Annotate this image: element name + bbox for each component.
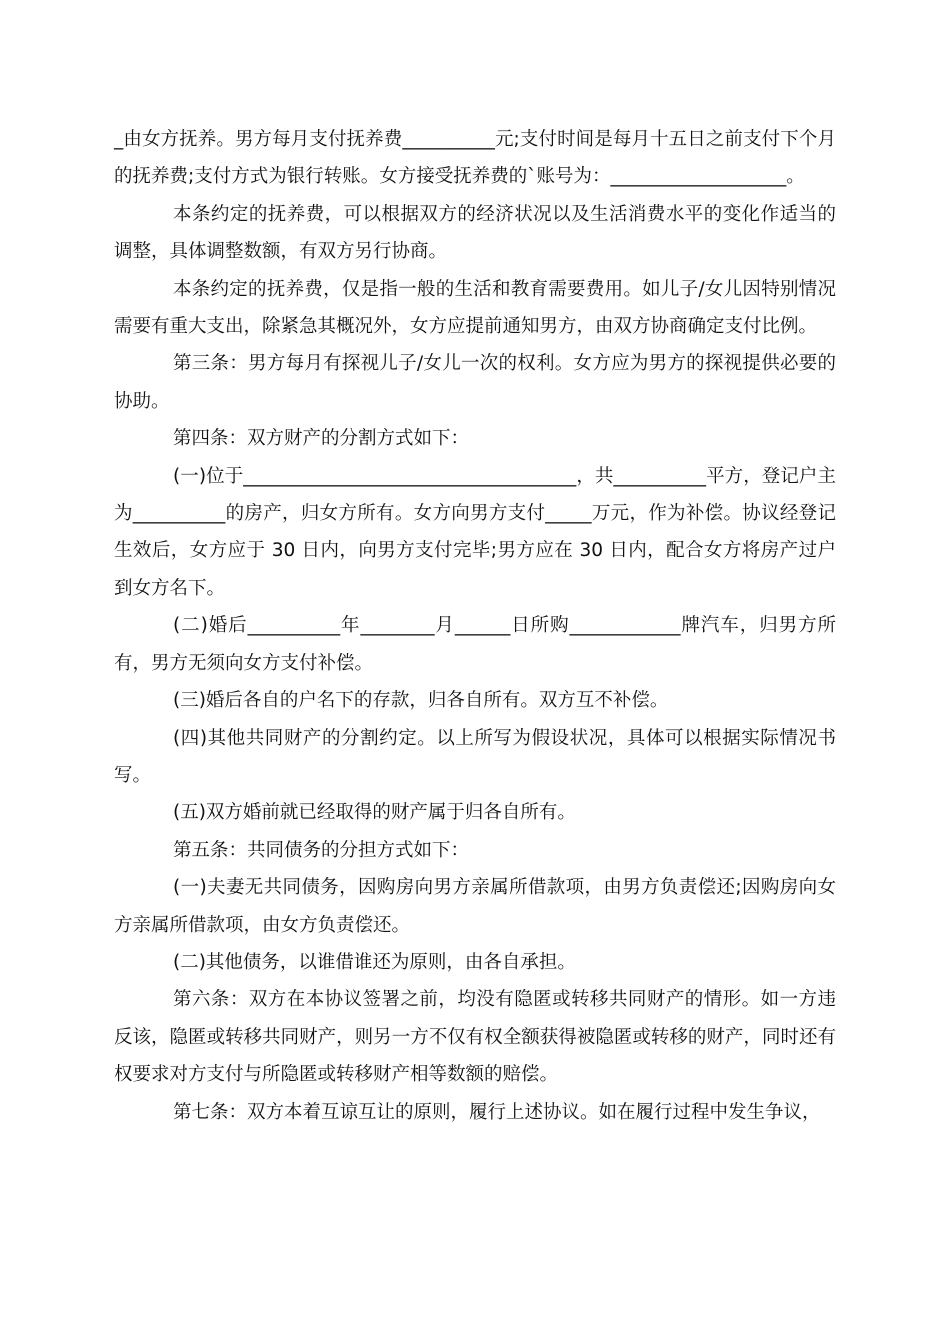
paragraph-article-6: 第六条：双方在本协议签署之前，均没有隐匿或转移共同财产的情形。如一方违反该，隐匿或转移共同财产，则另一方不仅有权全额获得被隐匿或转移的财产，同时还有权要求对方支付与所隐匿或转移财产相等数额的赔偿。	[114, 989, 836, 1086]
paragraph-1: _由女方抚养。男方每月支付抚养费__________元;支付时间是每月十五日之前支付下个月的抚养费;支付方式为银行转账。女方接受抚养费的`账号为：___________________。	[114, 129, 836, 188]
paragraph-article-4-item-1: (一)位于____________________________________，共__________平方，登记户主为__________的房产，归女方所有。女方向男方支付_____万元，作为补偿。协议经登记生效后，女方应于 30 日内，向男方支付完毕;男方应在 30 日内，配合女方将房产过户到女方名下。	[114, 465, 836, 599]
paragraph-2: 本条约定的抚养费，可以根据双方的经济状况以及生活消费水平的变化作适当的调整，具体调整数额，有双方另行协商。	[114, 203, 836, 263]
paragraph-article-5-item-1: (一)夫妻无共同债务，因购房向男方亲属所借款项，由男方负责偿还;因购房向女方亲属所借款项，由女方负责偿还。	[114, 877, 836, 936]
paragraph-article-5: 第五条：共同债务的分担方式如下：	[173, 839, 470, 861]
paragraph-article-4-item-3: (三)婚后各自的户名下的存款，归各自所有。双方互不补偿。	[173, 690, 669, 712]
paragraph-article-4-item-5: (五)双方婚前就已经取得的财产属于归各自所有。	[173, 802, 576, 824]
paragraph-3: 本条约定的抚养费，仅是指一般的生活和教育需要费用。如儿子/女儿因特别情况需要有重大支出，除紧急其概况外，女方应提前通知男方，由双方协商确定支付比例。	[114, 278, 836, 338]
paragraph-article-3: 第三条：男方每月有探视儿子/女儿一次的权利。女方应为男方的探视提供必要的协助。	[114, 353, 836, 412]
document-body	[114, 121, 836, 1131]
paragraph-article-7: 第七条：双方本着互谅互让的原则，履行上述协议。如在履行过程中发生争议，	[173, 1101, 821, 1123]
paragraph-article-5-item-2: (二)其他债务，以谁借谁还为原则，由各自承担。	[173, 951, 576, 973]
paragraph-article-4-item-4: (四)其他共同财产的分割约定。以上所写为假设状况，具体可以根据实际情况书写。	[114, 727, 836, 786]
paragraph-article-4: 第四条：双方财产的分割方式如下：	[173, 428, 470, 450]
paragraph-article-4-item-2: (二)婚后__________年________月______日所购____________牌汽车，归男方所有，男方无须向女方支付补偿。	[114, 615, 836, 674]
